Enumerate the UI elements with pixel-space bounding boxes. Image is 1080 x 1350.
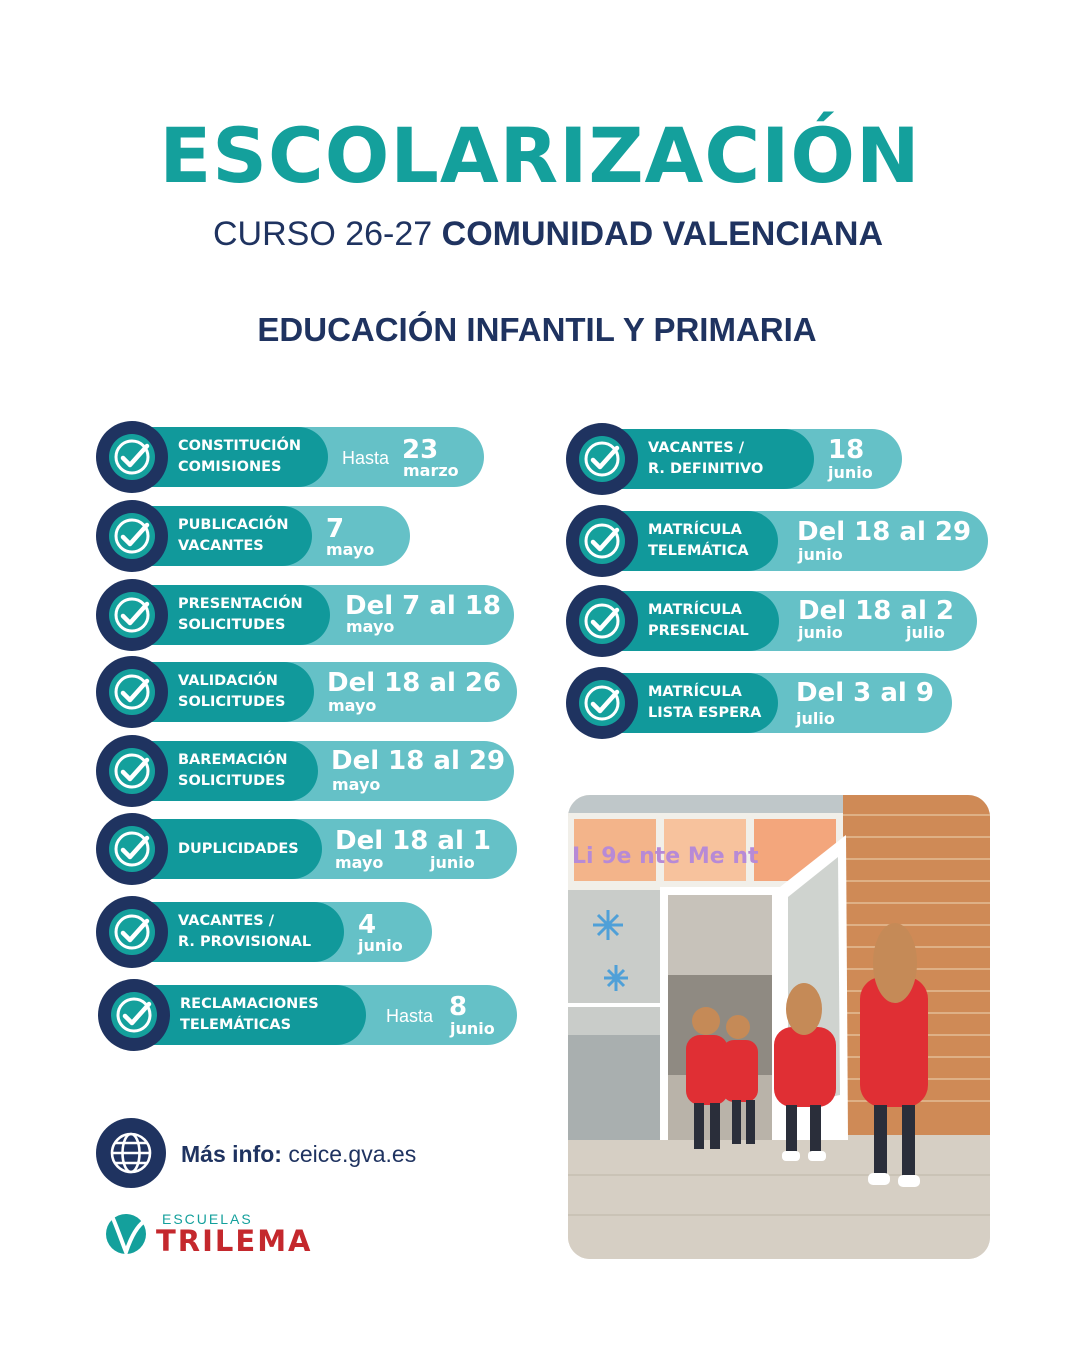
schedule-item [102,662,517,722]
item-label-line2: PRESENCIAL [648,623,749,639]
subtitle [0,217,1080,251]
schedule-item [102,427,484,487]
item-label-line2: TELEMÁTICA [648,543,749,559]
date-value: Del 18 al 29 [797,517,972,547]
schedule-item [102,741,514,801]
check-circle-icon [98,979,170,1051]
item-label-line1: VALIDACIÓN [178,673,278,689]
check-circle-icon [96,421,168,493]
item-label [178,819,299,879]
date-value: Del 3 al 9 [796,678,934,708]
schedule-item [104,985,517,1045]
globe-icon [96,1118,166,1188]
check-circle-icon [566,505,638,577]
logo-trilema: TRILEMA [156,1224,313,1258]
section-heading: EDUCACIÓN INFANTIL Y PRIMARIA [257,311,817,348]
item-label [178,902,311,962]
item-label-line2: COMISIONES [178,459,282,475]
date-month: mayo [335,853,384,872]
schedule-item [572,429,902,489]
item-label [178,506,288,566]
school-entrance-photo [568,795,990,1259]
date-month: junio [798,623,843,642]
check-circle-icon [96,735,168,807]
date-month-end: julio [906,623,945,642]
date-month: junio [798,545,843,564]
item-label-line2: R. DEFINITIVO [648,461,764,477]
trilema-logo-icon [104,1212,148,1256]
logo-escuelas: ESCUELAS [162,1211,253,1227]
check-circle-icon [96,896,168,968]
date-value: Del 18 al 29 [331,746,506,776]
item-label-line1: MATRÍCULA [648,522,742,538]
date-value: Del 18 al 2 [798,596,955,626]
item-label-line1: MATRÍCULA [648,684,742,700]
date-value: Del 18 al 1 [335,826,492,856]
date-month: mayo [328,696,377,715]
item-label-line1: PUBLICACIÓN [178,517,289,533]
date-value: 23 [402,435,439,465]
item-label [180,985,319,1045]
date-month: marzo [403,461,459,480]
more-info-link[interactable]: ceice.gva.es [288,1141,417,1167]
item-label-line1: BAREMACIÓN [178,752,288,768]
item-label [648,429,763,489]
date-month: mayo [326,540,375,559]
date-value: 8 [449,992,468,1022]
check-circle-icon [566,585,638,657]
schedule-item [572,673,952,733]
check-circle-icon [96,579,168,651]
check-circle-icon [566,423,638,495]
item-label-line2: VACANTES [178,538,264,554]
schedule-item [102,506,410,566]
item-label-line2: SOLICITUDES [178,773,286,789]
date-month: junio [450,1019,495,1038]
item-label [648,591,749,651]
date-value: 4 [358,910,377,940]
date-month-end: junio [430,853,475,872]
item-label-line1: VACANTES / [648,440,745,456]
more-info [181,1143,416,1166]
item-label-line2: SOLICITUDES [178,617,286,633]
check-circle-icon [566,667,638,739]
item-label [648,673,761,733]
item-label-line1: VACANTES / [178,913,275,929]
item-label-line1: MATRÍCULA [648,602,742,618]
item-label-line2: LISTA ESPERA [648,705,762,721]
schedule-item [572,511,988,571]
date-value: Del 7 al 18 [345,591,502,621]
schedule-item [572,591,977,651]
schedule-item [102,902,432,962]
more-info-label: Más info: [181,1141,282,1167]
item-label [178,662,286,722]
item-label [178,585,303,645]
subtitle-region: COMUNIDAD VALENCIANA [441,215,883,253]
check-circle-icon [96,500,168,572]
date-month: junio [358,936,403,955]
item-label-line1: RECLAMACIONES [180,996,319,1012]
date-value: 18 [828,435,865,465]
item-label-line2: R. PROVISIONAL [178,934,312,950]
item-label-line2: TELEMÁTICAS [180,1017,292,1033]
page-title: ESCOLARIZACIÓN [159,111,921,200]
item-label [178,427,301,487]
schedule-item [102,585,514,645]
date-month: junio [828,463,873,482]
item-label [178,741,288,801]
date-prefix: Hasta [386,1006,434,1026]
item-label-line1: PRESENTACIÓN [178,596,303,612]
subtitle-course: CURSO 26-27 [212,215,433,253]
check-circle-icon [96,656,168,728]
check-circle-icon [96,813,168,885]
schedule-item [102,819,517,879]
item-label-line1: CONSTITUCIÓN [178,438,301,454]
item-label-line2: SOLICITUDES [178,694,286,710]
date-value: Del 18 al 26 [327,668,502,698]
date-month: mayo [346,617,395,636]
item-label-line1: DUPLICIDADES [178,840,299,857]
item-label [648,511,749,571]
date-month: mayo [332,775,381,794]
date-prefix: Hasta [342,448,390,468]
date-value: 7 [326,514,345,544]
date-month: julio [796,709,835,728]
window-lettering: Li 9e nte Me nt [572,844,759,869]
